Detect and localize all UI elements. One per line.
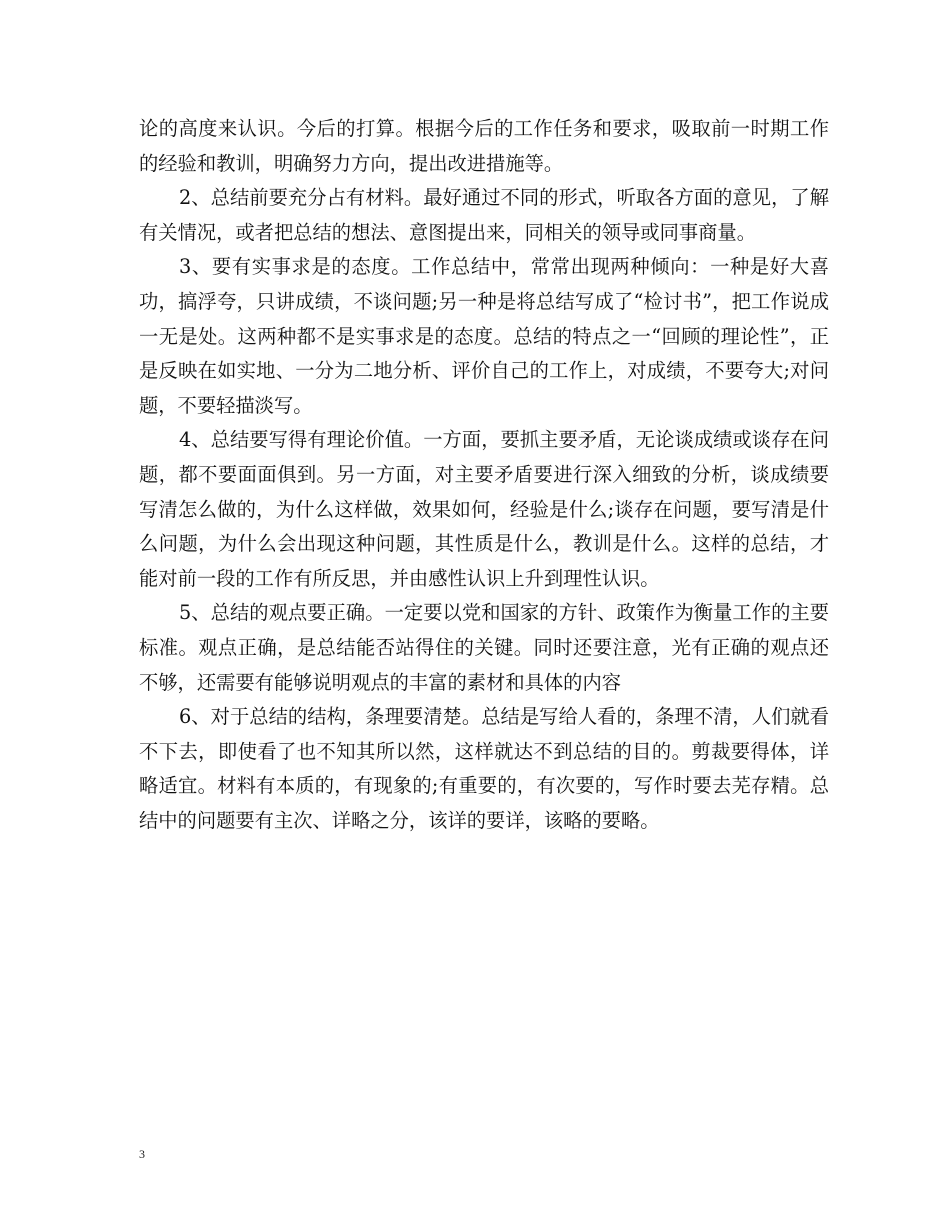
page-number: 3: [139, 1147, 145, 1161]
paragraph-point-4: 4、总结要写得有理论价值。一方面，要抓主要矛盾，无论谈成绩或谈存在问题，都不要面面俱到。另一方面，对主要矛盾要进行深入细致的分析，谈成绩要写清怎么做的，为什么这样做，效果如何，经验是什么;谈存在问题，要写清是什么问题，为什么会出现这种问题，其性质是什么，教训是什么。这样的总结，才能对前一段的工作有所反思，并由感性认识上升到理性认识。: [139, 428, 829, 590]
paragraph-point-5: 5、总结的观点要正确。一定要以党和国家的方针、政策作为衡量工作的主要标准。观点正确，是总结能否站得住的关键。同时还要注意，光有正确的观点还不够，还需要有能够说明观点的丰富的素材和具体的内容: [139, 601, 829, 694]
paragraph-point-2: 2、总结前要充分占有材料。最好通过不同的形式，听取各方面的意见，了解有关情况，或者把总结的想法、意图提出来，同相关的领导或同事商量。: [139, 186, 829, 244]
paragraph-point-6: 6、对于总结的结构，条理要清楚。总结是写给人看的，条理不清，人们就看不下去，即使看了也不知其所以然，这样就达不到总结的目的。剪裁要得体，详略适宜。材料有本质的，有现象的;有重要的，有次要的，写作时要去芜存精。总结中的问题要有主次、详略之分，该详的要详，该略的要略。: [139, 705, 829, 832]
paragraph-continuation: 论的高度来认识。今后的打算。根据今后的工作任务和要求，吸取前一时期工作的经验和教训，明确努力方向，提出改进措施等。: [139, 117, 829, 175]
document-body: [139, 112, 829, 838]
paragraph-point-3: 3、要有实事求是的态度。工作总结中，常常出现两种倾向：一种是好大喜功，搞浮夸，只讲成绩，不谈问题;另一种是将总结写成了“检讨书”，把工作说成一无是处。这两种都不是实事求是的态度。总结的特点之一“回顾的理论性”，正是反映在如实地、一分为二地分析、评价自己的工作上，对成绩，不要夸大;对问题，不要轻描淡写。: [139, 255, 829, 417]
